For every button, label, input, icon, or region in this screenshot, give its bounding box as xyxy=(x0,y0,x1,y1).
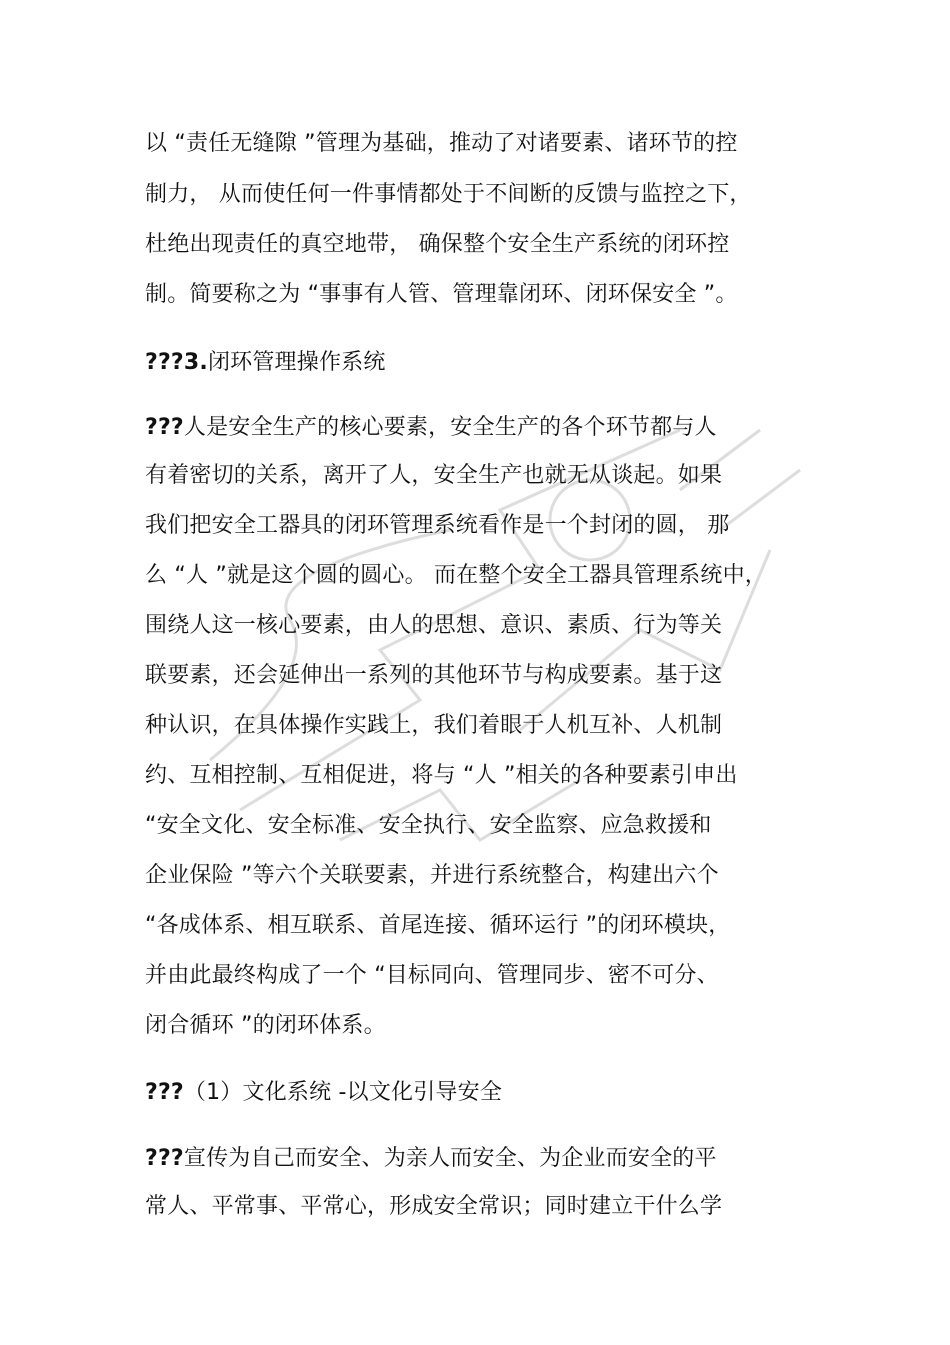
para3-prefix: ??? xyxy=(145,1146,184,1171)
section-3-heading xyxy=(145,350,386,376)
para2-line-4: 么 “人 ”就是这个圆的圆心。 而在整个安全工器具管理系统中， xyxy=(145,563,767,588)
para2-line-13: 闭合循环 ”的闭环体系。 xyxy=(145,1013,386,1038)
section-3-title: 闭环管理操作系统 xyxy=(207,350,386,375)
para2-prefix: ??? xyxy=(145,415,184,440)
para2-line-1 xyxy=(145,415,717,441)
body-line-2: 制力， 从而使任何一件事情都处于不间断的反馈与监控之下， xyxy=(145,182,752,207)
subsection-1-heading xyxy=(145,1080,502,1106)
para2-line-7: 种认识，在具体操作实践上，我们着眼于人机互补、人机制 xyxy=(145,713,723,738)
para2-line-11: “各成体系、相互联系、首尾连接、循环运行 ”的闭环模块， xyxy=(145,913,731,938)
para2-line-9: “安全文化、安全标准、安全执行、安全监察、应急救援和 xyxy=(145,813,712,838)
para3-line-1-text: 宣传为自己而安全、为亲人而安全、为企业而安全的平 xyxy=(183,1146,717,1171)
body-line-3: 杜绝出现责任的真空地带， 确保整个安全生产系统的闭环控 xyxy=(145,232,730,257)
para2-line-8: 约、互相控制、互相促进，将与 “人 ”相关的各种要素引申出 xyxy=(145,763,738,788)
body-line-1: 以 “责任无缝隙 ”管理为基础，推动了对诸要素、诸环节的控 xyxy=(145,131,738,156)
para2-line-6: 联要素，还会延伸出一系列的其他环节与构成要素。基于这 xyxy=(145,663,723,688)
para3-line-1 xyxy=(145,1146,717,1172)
para2-line-3: 我们把安全工器具的闭环管理系统看作是一个封闭的圆， 那 xyxy=(145,513,730,538)
body-line-4: 制。简要称之为 “事事有人管、管理靠闭环、闭环保安全 ”。 xyxy=(145,282,738,307)
para3-line-2: 常人、平常事、平常心，形成安全常识；同时建立干什么学 xyxy=(145,1194,723,1219)
section-3-prefix: ???3. xyxy=(145,350,208,375)
para2-line-5: 围绕人这一核心要素，由人的思想、意识、素质、行为等关 xyxy=(145,613,723,638)
para2-line-2: 有着密切的关系，离开了人，安全生产也就无从谈起。如果 xyxy=(145,463,723,488)
para2-line-1-text: 人是安全生产的核心要素，安全生产的各个环节都与人 xyxy=(183,415,717,440)
para2-line-10: 企业保险 ”等六个关联要素，并进行系统整合，构建出六个 xyxy=(145,863,719,888)
para2-line-12: 并由此最终构成了一个 “目标同向、管理同步、密不可分、 xyxy=(145,963,719,988)
subsection-1-prefix: ??? xyxy=(145,1080,184,1105)
subsection-1-title: （1）文化系统 -以文化引导安全 xyxy=(183,1080,503,1105)
